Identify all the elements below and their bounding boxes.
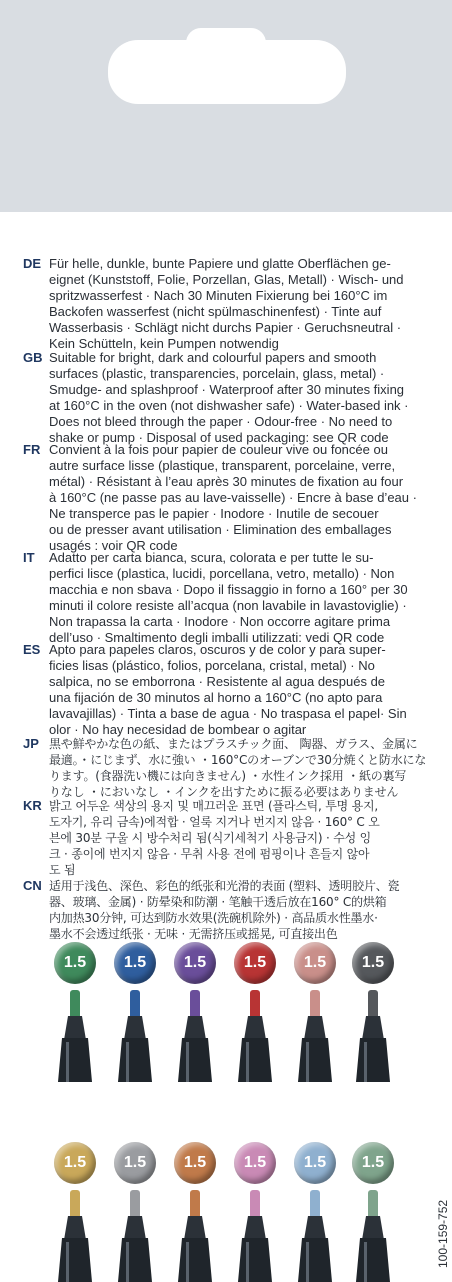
pen-highlight [364, 1042, 367, 1082]
lang-description: 黒や鮮やかな色の紙、またはプラスチック面、 陶器、ガラス、金属に 最適。・にじまず、水に強い ・160°Cのオーブンで30分焼くと防水にな ります。(食器洗い機には向きません) ・水性インク採用 ・紙の裏写 りなし ・においなし ・インクを出すために振る必要はありません [49, 737, 427, 799]
pen-cone [64, 1216, 86, 1240]
pen-nib [368, 1190, 378, 1220]
line-width-badge: 1.5 [174, 942, 216, 984]
pen-barrel [238, 1038, 272, 1082]
pen-tip-icon [292, 1190, 338, 1282]
pen-barrel [356, 1238, 390, 1282]
line-width-badge: 1.5 [234, 1142, 276, 1184]
line-width-badge: 1.5 [54, 1142, 96, 1184]
pen-tip-icon [292, 990, 338, 1082]
pen-highlight [186, 1242, 189, 1282]
pen-cone [124, 1016, 146, 1040]
pen-nib [190, 990, 200, 1020]
hang-tab-hole [108, 40, 346, 104]
pen-barrel [58, 1038, 92, 1082]
line-width-badge: 1.5 [352, 1142, 394, 1184]
pen-marker [112, 942, 168, 1082]
pen-tip-icon [112, 1190, 158, 1282]
pen-cone [244, 1016, 266, 1040]
pen-nib [130, 1190, 140, 1220]
pen-highlight [246, 1242, 249, 1282]
pen-cone [304, 1016, 326, 1040]
pen-barrel [118, 1238, 152, 1282]
line-width-badge: 1.5 [114, 942, 156, 984]
pen-nib [250, 990, 260, 1020]
pen-nib [130, 990, 140, 1020]
pen-nib [190, 1190, 200, 1220]
lang-description: 밝고 어두운 색상의 용지 및 매끄러운 표면 (플라스틱, 투명 용지, 도자기, 유리 금속)에적합 · 얼룩 지거나 번지지 않음 · 160° C 오 븐에 30분 구울 시 방수처리 됨(식기세척기 사용금지) · 수성 잉 크 · 종이에 번지지 않음 · 무취 사용 전에 펌핑이나 흔들지 않아 도 됨 [49, 799, 380, 877]
pen-marker [172, 1142, 228, 1282]
pen-tip-icon [52, 1190, 98, 1282]
line-width-badge: 1.5 [114, 1142, 156, 1184]
lang-description: 适用于浅色、深色、彩色的纸张和光滑的表面 (塑料、透明胶片、瓷 器、玻璃、金属) · 防晕染和防潮 · 笔触干透后放在160° C的烘箱 内加热30分钟, 可达到防水效果(洗碗机除外) · 高品质水性墨水· 墨水不会透过纸张 · 无味 · 无需挤压或摇晃, 可直接出色 [49, 879, 400, 941]
line-width-badge: 1.5 [294, 1142, 336, 1184]
line-width-badge: 1.5 [234, 942, 276, 984]
pen-cone [124, 1216, 146, 1240]
pen-nib [310, 990, 320, 1020]
pen-barrel [298, 1038, 332, 1082]
pen-marker [232, 1142, 288, 1282]
pen-row-bottom [0, 1142, 452, 1282]
pen-highlight [66, 1242, 69, 1282]
lang-code: JP [23, 736, 39, 751]
pen-barrel [178, 1038, 212, 1082]
pen-tip-icon [112, 990, 158, 1082]
pen-tip-icon [232, 1190, 278, 1282]
pen-marker [232, 942, 288, 1082]
pen-highlight [126, 1242, 129, 1282]
lang-code: IT [23, 550, 35, 565]
pen-barrel [118, 1038, 152, 1082]
pen-highlight [306, 1042, 309, 1082]
lang-code: ES [23, 642, 41, 657]
pen-highlight [306, 1242, 309, 1282]
lang-description: Für helle, dunkle, bunte Papiere und glatte Oberflächen ge- eignet (Kunststoff, Folie, Porzellan, Glas, Metall) · Wisch- und spritzwasserfest · Nach 30 Minuten Fixierung bei 160°C im Backofen wasserfest (nicht spülmaschinenfest) · Tinte auf Wasserbasis · Schlägt nicht durchs Papier · Geruchsneutral · Kein Schütteln, kein Pumpen notwendig [49, 256, 404, 351]
pen-barrel [298, 1238, 332, 1282]
pen-highlight [364, 1242, 367, 1282]
lang-description: Suitable for bright, dark and colourful papers and smooth surfaces (plastic, transparencies, porcelain, glass, metal) · Smudge- and splashproof · Waterproof after 30 minutes fixing at 160°C in the oven (not dishwasher safe) · Water-based ink · Does not bleed through the paper · Odour-free · No need to shake or pump · Disposal of used packaging: see QR code [49, 350, 409, 445]
pen-marker [172, 942, 228, 1082]
pen-barrel [178, 1238, 212, 1282]
pen-cone [304, 1216, 326, 1240]
lang-description: Convient à la fois pour papier de couleur vive ou foncée ou autre surface lisse (plastique, transparent, porcelaine, verre, métal) · Résistant à l’eau après 30 minutes de fixation au four à 160°C (ne passe pas au lave-vaisselle) · Encre à base d’eau · Ne transperce pas le papier · Inodore · Inutile de secouer ou de presser avant utilisation · Elimination des emballages usagés : voir QR code [49, 442, 417, 553]
line-width-badge: 1.5 [54, 942, 96, 984]
pen-nib [310, 1190, 320, 1220]
pen-highlight [66, 1042, 69, 1082]
pen-cone [362, 1016, 384, 1040]
lang-code: GB [23, 350, 43, 365]
pen-barrel [58, 1238, 92, 1282]
lang-description: Adatto per carta bianca, scura, colorata e per tutte le su- perfici lisce (plastica, lucidi, porcellana, vetro, metallo) · Non macchia e non sbava · Dopo il fissaggio in forno a 160° per 30 minuti il colore resiste all’acqua (non lavabile in lavastoviglie) · Non trapassa la carta · Inodore · Non occorre agitare prima dell’uso · Smaltimento degli imballi utilizzati: vedi QR code [49, 550, 408, 645]
pen-nib [250, 1190, 260, 1220]
lang-description: Apto para papeles claros, oscuros y de color y para super- ficies lisas (plástico, folios, porcelana, cristal, metal) · No salpica, no se emborrona · Resistente al agua después de una fijación de 30 minutos al horno a 160°C (no apto para lavavajillas) · Tinta a base de agua · No traspasa el papel· Sin olor · No hay necesidad de bombear o agitar [49, 642, 407, 737]
pen-marker [112, 1142, 168, 1282]
line-width-badge: 1.5 [352, 942, 394, 984]
pen-highlight [126, 1042, 129, 1082]
pen-cone [362, 1216, 384, 1240]
pen-cone [184, 1216, 206, 1240]
pen-marker [292, 1142, 348, 1282]
lang-code: KR [23, 798, 42, 813]
pen-cone [64, 1016, 86, 1040]
pen-marker [292, 942, 348, 1082]
pen-tip-icon [350, 1190, 396, 1282]
pen-row-top [0, 942, 452, 1082]
pen-barrel [238, 1238, 272, 1282]
pen-marker [350, 942, 406, 1082]
article-number: 100-159-752 [436, 1199, 450, 1268]
pen-marker [350, 1142, 406, 1282]
pen-nib [368, 990, 378, 1020]
line-width-badge: 1.5 [294, 942, 336, 984]
packaging-header [0, 0, 452, 212]
pen-tip-icon [232, 990, 278, 1082]
pen-marker [52, 942, 108, 1082]
pen-highlight [186, 1042, 189, 1082]
lang-code: CN [23, 878, 42, 893]
pen-barrel [356, 1038, 390, 1082]
pen-marker [52, 1142, 108, 1282]
lang-code: DE [23, 256, 42, 271]
pen-tip-icon [350, 990, 396, 1082]
pen-cone [184, 1016, 206, 1040]
pen-tip-icon [172, 990, 218, 1082]
pen-nib [70, 1190, 80, 1220]
lang-code: FR [23, 442, 41, 457]
pen-cone [244, 1216, 266, 1240]
line-width-badge: 1.5 [174, 1142, 216, 1184]
pen-highlight [246, 1042, 249, 1082]
pen-tip-icon [52, 990, 98, 1082]
pen-nib [70, 990, 80, 1020]
pen-tip-icon [172, 1190, 218, 1282]
